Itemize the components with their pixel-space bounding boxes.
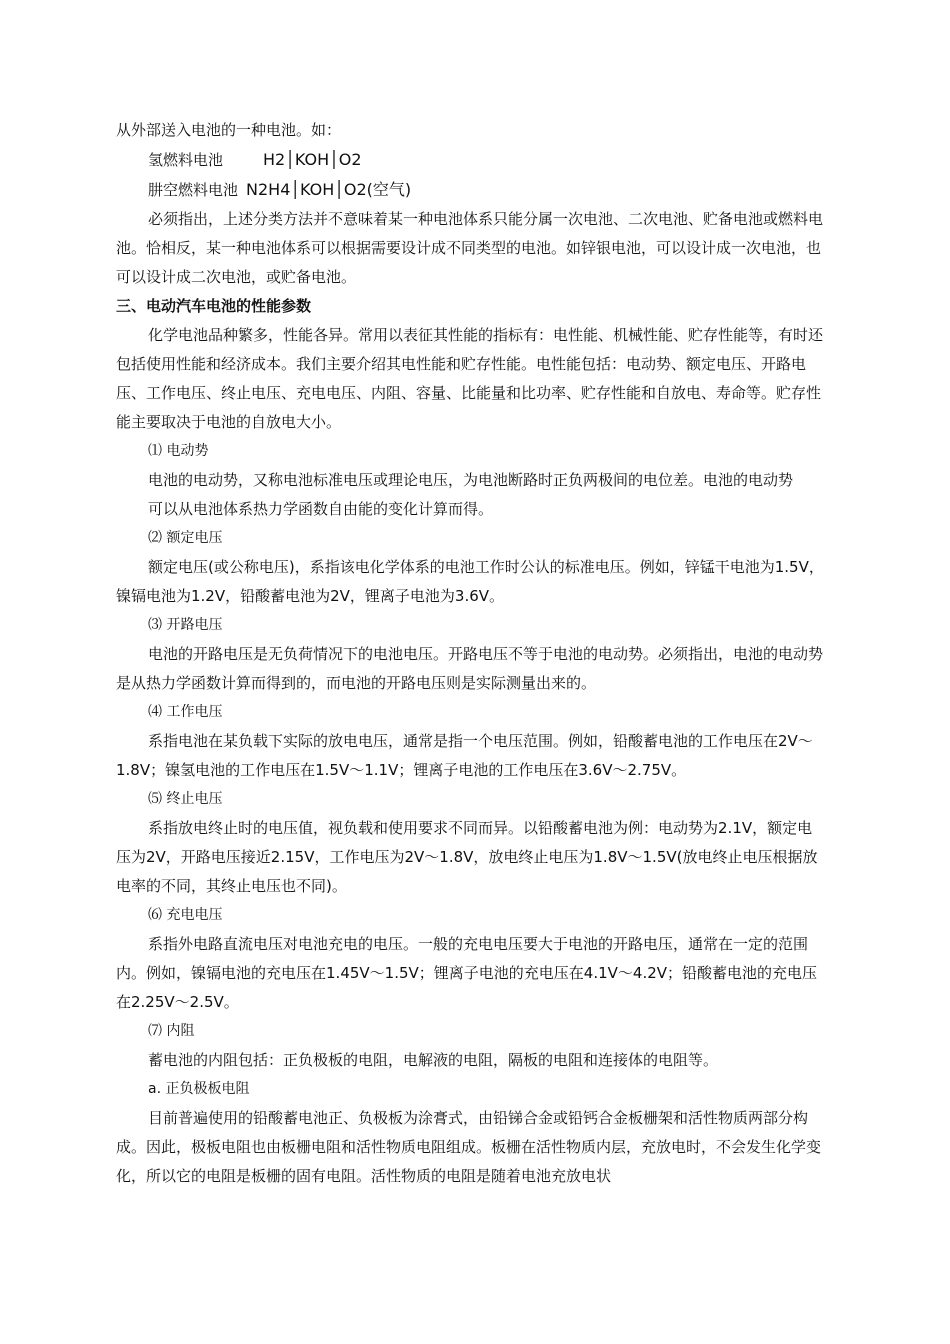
- subheading-plate-resistance: a. 正负极板电阻: [148, 1081, 250, 1097]
- paragraph-emf: 电池的电动势，又称电池标准电压或理论电压，为电池断路时正负两极间的电位差。电池的电动势: [148, 471, 794, 489]
- formula-name: 肼空燃料电池: [148, 181, 239, 199]
- paragraph-classification-note: 必须指出，上述分类方法并不意味着某一种电池体系只能分属一次电池、二次电池、贮备电池或燃料电池。恰相反，某一种电池体系可以根据需要设计成不同类型的电池。如锌银电池，可以设计成一次电池，也可以设计成二次电池，或贮备电池。: [116, 210, 824, 286]
- subheading-internal-resistance: ⑺ 内阻: [148, 1023, 195, 1039]
- formula-equation: N2H4│KOH│O2(空气): [246, 180, 412, 199]
- paragraph-open-circuit-voltage: 电池的开路电压是无负荷情况下的电池电压。开路电压不等于电池的电动势。必须指出，电池的电动势是从热力学函数计算而得到的，而电池的开路电压则是实际测量出来的。: [116, 645, 824, 692]
- paragraph-intro: 从外部送入电池的一种电池。如：: [116, 121, 342, 139]
- section-heading: 三、电动汽车电池的性能参数: [116, 297, 312, 315]
- formula-equation: H2│KOH│O2: [263, 150, 362, 169]
- subheading-charge-voltage: ⑹ 充电电压: [148, 907, 223, 923]
- paragraph-rated-voltage: 额定电压(或公称电压)，系指该电化学体系的电池工作时公认的标准电压。例如，锌锰干电池为1.5V，镍镉电池为1.2V，铅酸蓄电池为2V，锂离子电池为3.6V。: [116, 558, 824, 605]
- paragraph-charge-voltage: 系指外电路直流电压对电池充电的电压。一般的充电电压要大于电池的开路电压，通常在一定的范围内。例如，镍镉电池的充电压在1.45V～1.5V；锂离子电池的充电压在4.1V～4.2V；铅酸蓄电池的充电压在2.25V～2.5V。: [116, 935, 818, 1011]
- paragraph-internal-resistance: 蓄电池的内阻包括：正负极板的电阻，电解液的电阻，隔板的电阻和连接体的电阻等。: [148, 1051, 719, 1069]
- paragraph-performance-overview: 化学电池品种繁多，性能各异。常用以表征其性能的指标有：电性能、机械性能、贮存性能等，有时还包括使用性能和经济成本。我们主要介绍其电性能和贮存性能。电性能包括：电动势、额定电压、开路电压、工作电压、终止电压、充电电压、内阻、容量、比能量和比功率、贮存性能和自放电、寿命等。贮存性能主要取决于电池的自放电大小。: [116, 326, 824, 431]
- subheading-open-circuit-voltage: ⑶ 开路电压: [148, 617, 223, 633]
- paragraph-cutoff-voltage: 系指放电终止时的电压值，视负载和使用要求不同而异。以铅酸蓄电池为例：电动势为2.1V，额定电压为2V，开路电压接近2.15V，工作电压为2V～1.8V，放电终止电压为1.8V～1.5V(放电终止电压根据放电率的不同，其终止电压也不同)。: [116, 819, 818, 895]
- formula-name: 氢燃料电池: [148, 151, 224, 169]
- subheading-working-voltage: ⑷ 工作电压: [148, 704, 223, 720]
- paragraph-plate-resistance: 目前普遍使用的铅酸蓄电池正、负极板为涂膏式，由铅锑合金或铅钙合金板栅架和活性物质两部分构成。因此，极板电阻也由板栅电阻和活性物质电阻组成。板栅在活性物质内层，充放电时，不会发生化学变化，所以它的电阻是板栅的固有电阻。活性物质的电阻是随着电池充放电状: [116, 1109, 822, 1185]
- formula-hydrazine-air-fuel-cell: [116, 175, 826, 205]
- subheading-emf: ⑴ 电动势: [148, 443, 209, 459]
- paragraph-emf-calc: 可以从电池体系热力学函数自由能的变化计算而得。: [148, 500, 494, 518]
- formula-hydrogen-fuel-cell: [116, 145, 826, 175]
- document-page: [116, 116, 826, 1191]
- paragraph-working-voltage: 系指电池在某负载下实际的放电电压，通常是指一个电压范围。例如，铅酸蓄电池的工作电压在2V～1.8V；镍氢电池的工作电压在1.5V～1.1V；锂离子电池的工作电压在3.6V～2.75V。: [116, 732, 813, 779]
- subheading-rated-voltage: ⑵ 额定电压: [148, 530, 223, 546]
- subheading-cutoff-voltage: ⑸ 终止电压: [148, 791, 223, 807]
